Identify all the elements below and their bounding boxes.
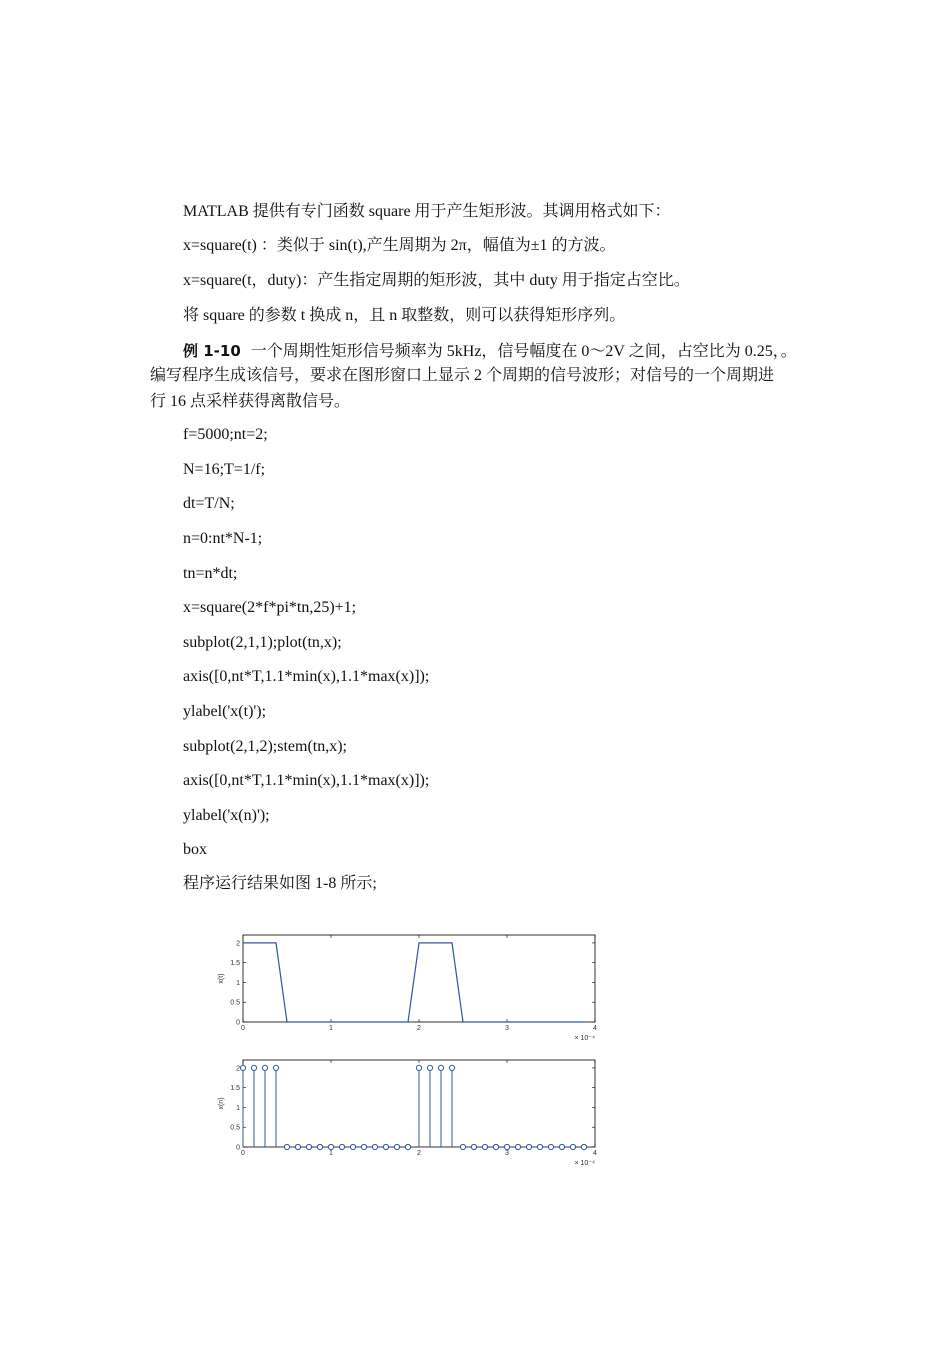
code-line: subplot(2,1,2);stem(tn,x); xyxy=(183,738,347,755)
stem-marker xyxy=(372,1144,377,1149)
figure-continuous xyxy=(205,925,615,1043)
code-line: axis([0,nt*T,1.1*min(x),1.1*max(x)]); xyxy=(183,772,430,789)
stem-marker xyxy=(350,1144,355,1149)
figure-discrete xyxy=(205,1050,615,1168)
stem-marker xyxy=(515,1144,520,1149)
example-text-2: 编写程序生成该信号，要求在图形窗口上显示 2 个周期的信号波形；对信号的一个周期进 xyxy=(150,367,775,384)
stem-chart xyxy=(205,1050,615,1168)
stem-marker xyxy=(405,1144,410,1149)
y-axis-label: x(t) xyxy=(218,973,225,984)
stem-marker xyxy=(449,1065,454,1070)
y-tick-label: 1 xyxy=(236,1104,240,1112)
code-line: axis([0,nt*T,1.1*min(x),1.1*max(x)]); xyxy=(183,668,430,685)
x-tick-label: 0 xyxy=(241,1025,245,1032)
x-exponent-label: × 10⁻⁴ xyxy=(574,1035,595,1042)
stem-marker xyxy=(559,1144,564,1149)
x-tick-label: 0 xyxy=(241,1150,245,1157)
result-text: 程序运行结果如图 1-8 所示; xyxy=(183,875,377,892)
stem-marker xyxy=(548,1144,553,1149)
stem-marker xyxy=(394,1144,399,1149)
x-tick-label: 2 xyxy=(417,1025,421,1032)
code-line: ylabel('x(n)'); xyxy=(183,807,270,824)
intro-line-4: 将 square 的参数 t 换成 n，且 n 取整数，则可以获得矩形序列。 xyxy=(183,307,626,324)
stem-marker xyxy=(284,1144,289,1149)
stem-marker xyxy=(317,1144,322,1149)
intro-line-1: MATLAB 提供有专门函数 square 用于产生矩形波。其调用格式如下： xyxy=(183,203,671,220)
stem-marker xyxy=(416,1065,421,1070)
y-tick-label: 1 xyxy=(236,979,240,987)
stem-marker xyxy=(240,1065,245,1070)
y-tick-label: 0.5 xyxy=(230,999,240,1007)
stem-marker xyxy=(482,1144,487,1149)
intro-line-2: x=square(t) ：类似于 sin(t),产生周期为 2π，幅值为±1 的方波。 xyxy=(183,237,616,254)
code-line: N=16;T=1/f; xyxy=(183,461,266,478)
x-tick-label: 4 xyxy=(593,1150,597,1157)
code-line: tn=n*dt; xyxy=(183,565,238,582)
x-exponent-label: × 10⁻⁴ xyxy=(574,1160,595,1167)
stem-marker xyxy=(581,1144,586,1149)
line-chart xyxy=(205,925,615,1043)
stem-marker xyxy=(427,1065,432,1070)
code-line: n=0:nt*N-1; xyxy=(183,530,263,547)
stem-marker xyxy=(493,1144,498,1149)
stem-marker xyxy=(537,1144,542,1149)
stem-marker xyxy=(471,1144,476,1149)
stem-marker xyxy=(383,1144,388,1149)
stem-marker xyxy=(460,1144,465,1149)
stem-marker xyxy=(504,1144,509,1149)
plot-frame xyxy=(243,935,595,1022)
stem-marker xyxy=(526,1144,531,1149)
y-axis-label: x(n) xyxy=(218,1097,225,1110)
y-tick-label: 0 xyxy=(236,1144,240,1152)
stem-marker xyxy=(306,1144,311,1149)
stem-marker xyxy=(570,1144,575,1149)
y-tick-label: 2 xyxy=(236,940,240,948)
x-tick-label: 3 xyxy=(505,1025,509,1032)
example-heading xyxy=(183,340,797,363)
example-text-1: 一个周期性矩形信号频率为 5kHz，信号幅度在 0～2V 之间，占空比为 0.25，。 xyxy=(250,343,797,360)
x-tick-label: 2 xyxy=(417,1150,421,1157)
y-tick-label: 0.5 xyxy=(230,1124,240,1132)
y-tick-label: 2 xyxy=(236,1065,240,1073)
stem-marker xyxy=(295,1144,300,1149)
stem-marker xyxy=(251,1065,256,1070)
x-tick-label: 1 xyxy=(329,1150,333,1157)
x-tick-label: 4 xyxy=(593,1025,597,1032)
stem-marker xyxy=(361,1144,366,1149)
x-tick-label: 3 xyxy=(505,1150,509,1157)
y-tick-label: 1.5 xyxy=(230,960,240,968)
stem-marker xyxy=(339,1144,344,1149)
code-line: x=square(2*f*pi*tn,25)+1; xyxy=(183,599,357,616)
code-line: dt=T/N; xyxy=(183,495,235,512)
example-text-3: 行 16 点采样获得离散信号。 xyxy=(150,393,351,410)
intro-line-3: x=square(t，duty)：产生指定周期的矩形波，其中 duty 用于指定占空比。 xyxy=(183,272,690,289)
code-line: subplot(2,1,1);plot(tn,x); xyxy=(183,634,342,651)
example-label: 例 1-10 xyxy=(183,342,241,360)
code-line: ylabel('x(t)'); xyxy=(183,703,267,720)
x-tick-label: 1 xyxy=(329,1025,333,1032)
code-line: f=5000;nt=2; xyxy=(183,426,268,443)
code-line: box xyxy=(183,841,207,858)
stem-marker xyxy=(262,1065,267,1070)
stem-marker xyxy=(273,1065,278,1070)
stem-marker xyxy=(438,1065,443,1070)
y-tick-label: 1.5 xyxy=(230,1085,240,1093)
y-tick-label: 0 xyxy=(236,1019,240,1027)
stem-marker xyxy=(328,1144,333,1149)
